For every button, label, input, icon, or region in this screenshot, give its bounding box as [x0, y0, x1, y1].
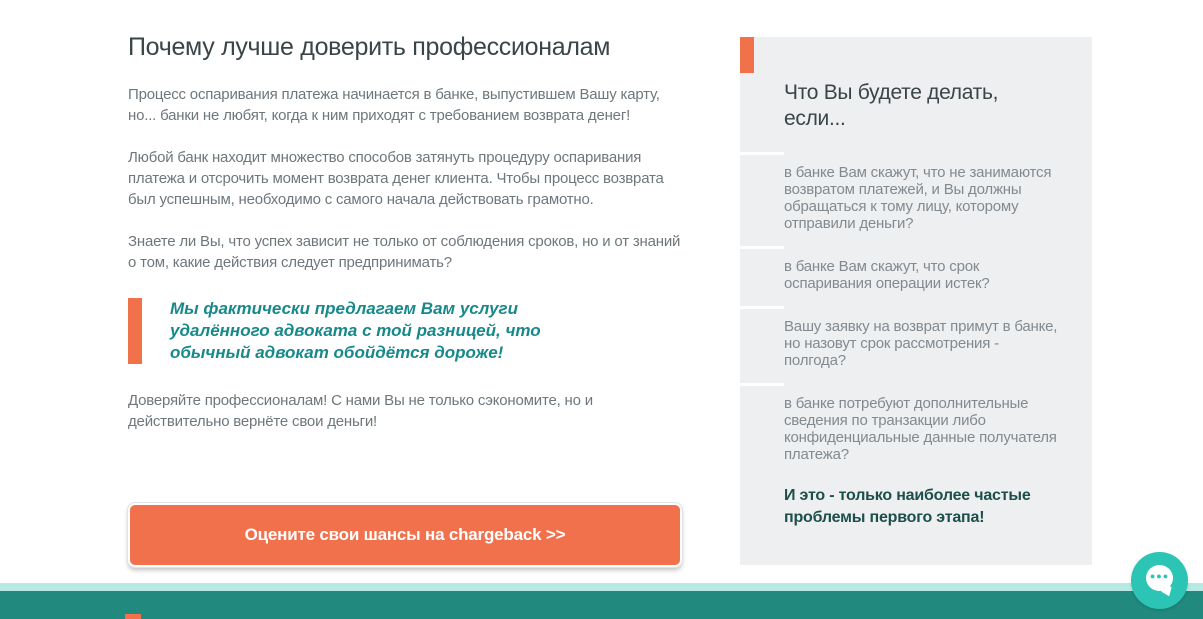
paragraph-success: Знаете ли Вы, что успех зависит не только от соблюдения сроков, но и от знаний о том, какие действия следует предпринимать?	[128, 233, 681, 271]
item-separator	[740, 152, 784, 155]
footer-bar	[0, 591, 1203, 619]
quote-text: Мы фактически предлагаем Вам услуги удалённого адвоката с той разницей, что обычный адвокат обойдётся дороже!	[170, 299, 541, 362]
sidebar-list-item	[740, 246, 1092, 292]
sidebar-conclusion: И это - только наиболее частые проблемы первого этапа!	[784, 487, 1031, 526]
footer-light-strip	[0, 583, 1203, 591]
item-separator	[740, 246, 784, 249]
sidebar	[740, 37, 1092, 565]
chat-widget-button[interactable]	[1131, 552, 1188, 609]
paragraph-banks: Любой банк находит множество способов затянуть процедуру оспаривания платежа и отсрочить момент возврата денег клиента. Чтобы процесс возврата был успешным, необходимо с самого начала действовать грамотно.	[128, 149, 664, 208]
sidebar-heading: Что Вы будете делать, если...	[784, 81, 999, 130]
chargeback-cta-button[interactable]: Оцените свои шансы на chargeback >>	[128, 503, 682, 567]
chat-bubble-tail	[1161, 583, 1171, 597]
sidebar-list-item	[740, 306, 1092, 369]
sidebar-accent-bar	[740, 37, 754, 73]
footer-logo-fragment	[125, 614, 141, 619]
item-separator	[740, 383, 784, 386]
sidebar-item-text: Вашу заявку на возврат примут в банке, но назовут срок рассмотрения - полгода?	[784, 318, 1058, 369]
item-separator	[740, 306, 784, 309]
sidebar-list-item	[740, 152, 1092, 232]
paragraph-intro: Процесс оспаривания платежа начинается в банке, выпустившем Вашу карту, но... банки не любят, когда к ним приходят с требованием возврата денег!	[128, 86, 660, 124]
chat-dots: ●●●	[1149, 571, 1170, 581]
quote-accent-bar	[128, 298, 142, 364]
sidebar-item-text: в банке потребуют дополнительные сведения по транзакции либо конфиденциальные данные получателя платежа?	[784, 395, 1057, 463]
page-title: Почему лучше доверить профессионалам	[128, 33, 611, 61]
quote-block	[128, 298, 684, 364]
main-content	[128, 33, 684, 567]
sidebar-item-text: в банке Вам скажут, что не занимаются возвратом платежей, и Вы должны обращаться к тому лицу, которому отправили деньги?	[784, 164, 1052, 232]
chat-bubble-icon	[1146, 565, 1173, 591]
sidebar-list-item	[740, 383, 1092, 463]
sidebar-item-text: в банке Вам скажут, что срок оспаривания операции истек?	[784, 258, 990, 292]
paragraph-closing: Доверяйте профессионалам! С нами Вы не только сэкономите, но и действительно вернёте свои деньги!	[128, 392, 593, 430]
